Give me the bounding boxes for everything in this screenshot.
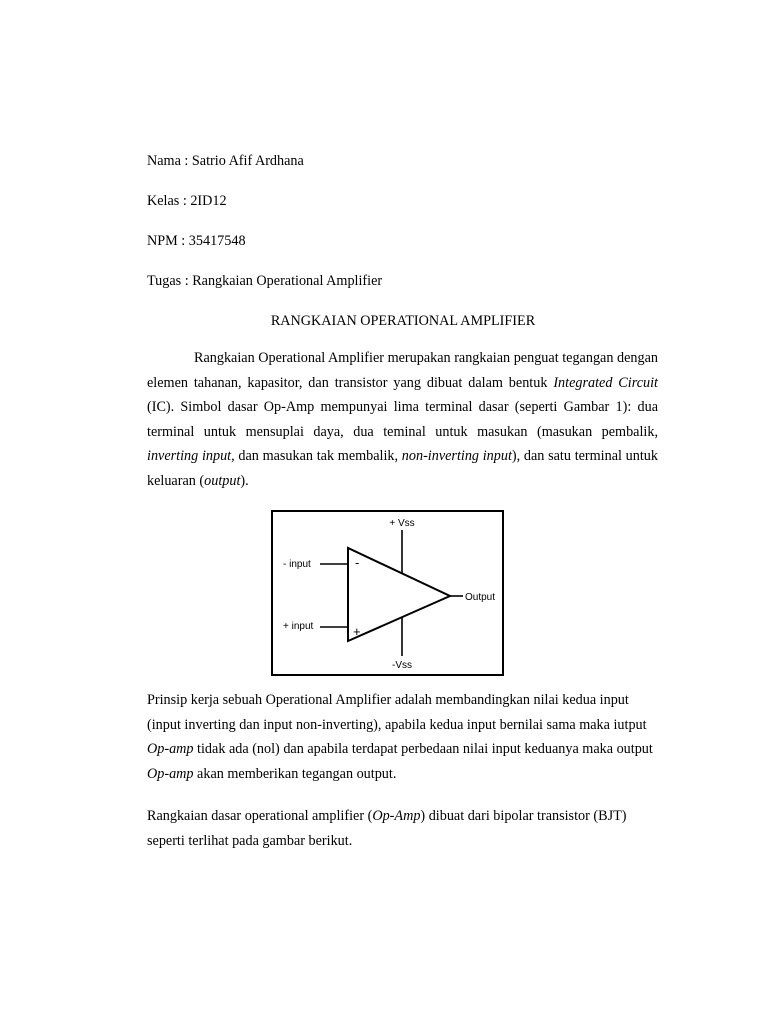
text-run: ).: [240, 472, 249, 489]
italic-term: Op-amp: [147, 741, 194, 757]
text-run: Rangkaian Operational Amplifier merupakan rangkaian penguat tegangan dengan elemen tahanan, kapasitor, dan transistor yang dibuat dalam bentuk: [147, 350, 658, 391]
paragraph-bjt: [147, 804, 658, 853]
text-run: (IC). Simbol dasar Op-Amp mempunyai lima terminal dasar (seperti Gambar 1): dua terminal untuk mensuplai daya, dua teminal untuk masukan (masukan pembalik,: [147, 399, 658, 440]
opamp-triangle: [348, 548, 450, 641]
opamp-symbol-figure: [271, 510, 504, 676]
inverting-input-label: - input: [283, 559, 311, 570]
output-label: Output: [465, 592, 496, 603]
paragraph-principle: [147, 688, 658, 786]
opamp-diagram: [273, 512, 502, 674]
negative-supply-label: -Vss: [392, 660, 412, 671]
italic-term: non-inverting input: [401, 448, 512, 464]
noninverting-input-label: + input: [283, 621, 314, 632]
text-run: Rangkaian dasar operational amplifier (: [147, 808, 373, 824]
plus-sign: +: [353, 624, 361, 639]
text-run: ), dan satu terminal untuk keluaran (: [147, 448, 658, 489]
text-run: tidak ada (nol) dan apabila terdapat perbedaan nilai input keduanya maka output: [193, 741, 653, 757]
italic-term: Integrated Circuit: [553, 374, 658, 391]
student-class: Kelas : 2ID12: [147, 193, 227, 209]
italic-term: inverting input,: [147, 448, 235, 464]
text-run: dan masukan tak membalik,: [234, 448, 402, 464]
text-run: ) dibuat dari bipolar transistor (BJT) seperti terlihat pada gambar berikut.: [147, 808, 627, 849]
document-title: RANGKAIAN OPERATIONAL AMPLIFIER: [270, 313, 536, 329]
minus-sign: -: [355, 555, 360, 570]
text-run: akan memberikan tegangan output.: [193, 765, 397, 782]
assignment-topic: Tugas : Rangkaian Operational Amplifier: [147, 273, 383, 289]
student-name: Nama : Satrio Afif Ardhana: [147, 153, 304, 169]
paragraph-intro: [147, 346, 658, 493]
text-run: Prinsip kerja sebuah Operational Amplifier adalah membandingkan nilai kedua input (input inverting dan input non-inverting), apabila kedua input bernilai sama maka iutput: [147, 692, 647, 733]
italic-term: Op-Amp: [372, 808, 421, 824]
italic-term: output: [204, 472, 241, 489]
student-npm: NPM : 35417548: [147, 233, 246, 249]
positive-supply-label: + Vss: [389, 518, 415, 529]
italic-term: Op-amp: [147, 765, 194, 782]
